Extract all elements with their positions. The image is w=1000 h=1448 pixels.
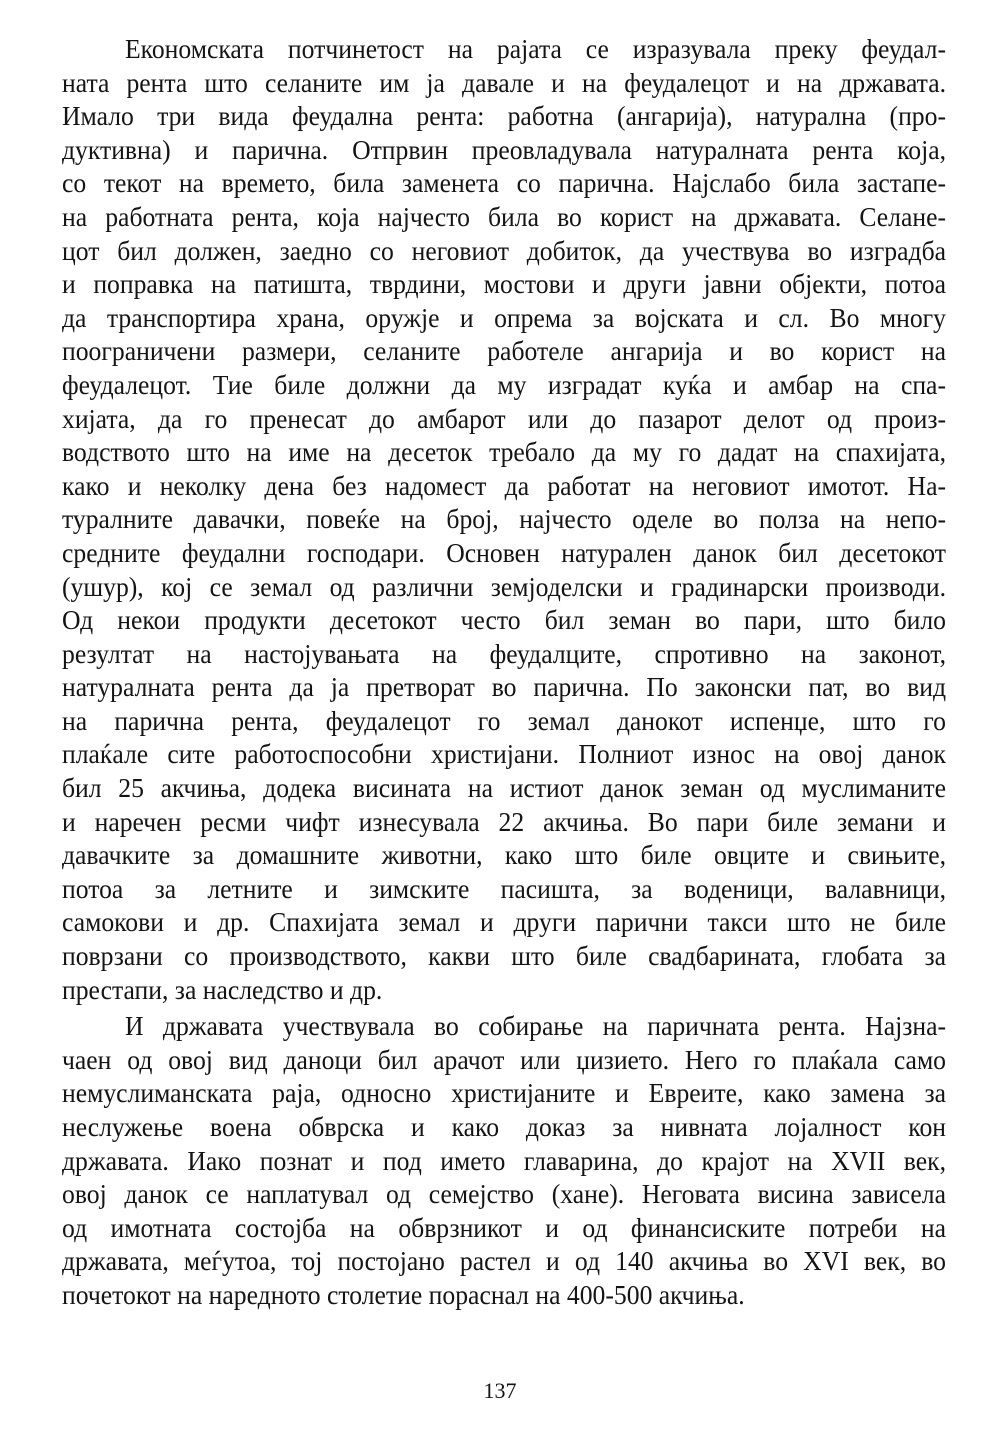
text-line [62, 772, 946, 806]
text-line [62, 369, 946, 403]
text-line-content: почетокот на наредното столетие пораснал на 400-500 акчиња. [62, 1279, 745, 1310]
text-line [62, 671, 946, 705]
text-line [62, 839, 946, 873]
text-line-content: ната рента што селаните им ја давале и на феудалецот и на државата. [62, 67, 946, 98]
text-line [62, 1212, 946, 1246]
text-line-content: Од некои продукти десетокот често бил земан во пари, што било [62, 605, 947, 636]
text-line [62, 1010, 946, 1044]
text-line [62, 33, 946, 67]
text-line [62, 940, 946, 974]
text-line [62, 537, 946, 571]
text-line [62, 1245, 946, 1279]
text-line-content: и поправка на патишта, тврдини, мостови и други јавни објекти, потоа [62, 269, 947, 300]
text-line-content: водството што на име на десеток требало да му го дадат на спахијата, [62, 437, 947, 468]
text-line-content: неслужење воена обврска и како доказ за нивната лојалност кон [62, 1112, 947, 1142]
text-line [62, 403, 946, 437]
text-line [62, 638, 946, 672]
text-line [62, 705, 946, 739]
text-line-content: како и неколку дена без надомест да работат на неговиот имотот. На- [62, 470, 947, 501]
text-line-content: натуралната рента да ја претворат во парична. По законски пат, во вид [62, 672, 947, 703]
text-line [62, 134, 946, 168]
text-line [62, 1145, 946, 1179]
text-line-content: хијата, да го пренесат до амбарот или до пазарот делот од произ- [62, 403, 947, 434]
text-line [62, 1178, 946, 1212]
text-line [62, 604, 946, 638]
text-line-content: со текот на времето, била заменета со парична. Најслабо била застапе- [62, 168, 947, 199]
text-line-content: самокови и др. Спахијата земал и други парични такси што не биле [62, 907, 946, 938]
text-line [62, 503, 946, 537]
text-line-content: престапи, за наследство и др. [62, 974, 383, 1005]
text-line [62, 738, 946, 772]
text-line [62, 235, 946, 269]
text-line-content: средните феудални господари. Основен натурален данок бил десетокот [62, 537, 947, 568]
text-line [62, 1279, 946, 1313]
text-line [62, 1111, 946, 1145]
text-line-content: на работната рента, која најчесто била во корист на државата. Селане- [62, 201, 947, 232]
text-line-content: туралните давачки, повеќе на број, најчесто оделе во полза на непо- [62, 504, 946, 535]
text-line-content: да транспортира храна, оружје и опрема за војската и сл. Во многу [62, 302, 946, 333]
text-line-content: бил 25 акчиња, додека висината на истиот данок земан од муслиманите [62, 773, 947, 804]
text-line-content: од имотната состојба на обврзникот и од финансиските потреби на [62, 1212, 947, 1243]
text-line-content: и наречен ресми чифт изнесувала 22 акчиња. Во пари биле земани и [62, 806, 947, 837]
text-line-content: државата. Иако познат и под името главарина, до крајот на XVII век, [62, 1145, 947, 1176]
text-line [62, 100, 946, 134]
paragraph-2 [62, 1010, 946, 1312]
text-line [62, 268, 946, 302]
text-line-content: резултат на настојувањата на феудалците, спротивно на законот, [62, 638, 947, 669]
text-line-content: цот бил должен, заедно со неговиот добиток, да учествува во изградба [62, 235, 947, 266]
text-line-content: овој данок се наплатувал од семејство (хане). Неговата висина зависела [62, 1179, 947, 1210]
text-line [62, 1077, 946, 1111]
text-line [62, 806, 946, 840]
text-line-content: на парична рента, феудалецот го земал данокот испенџе, што го [62, 705, 947, 736]
text-line-content: Имало три вида феудална рента: работна (ангарија), натурална (про- [62, 101, 947, 132]
text-line-content: чаен од овој вид даноци бил арачот или џизието. Него го плаќала само [62, 1044, 947, 1075]
text-line [62, 974, 946, 1008]
text-line-content: феудалецот. Тие биле должни да му изградат куќа и амбар на спа- [62, 369, 946, 400]
text-line-content: плаќале сите работоспособни христијани. Полниот износ на овој данок [62, 739, 947, 770]
text-line [62, 67, 946, 101]
text-line [62, 201, 946, 235]
page-number: 137 [483, 1378, 517, 1403]
text-line [62, 436, 946, 470]
text-line [62, 302, 946, 336]
text-line-content: немуслиманската раја, односно христијаните и Евреите, како замена за [62, 1078, 946, 1109]
text-line-content: поограничени размери, селаните работеле ангарија и во корист на [62, 336, 947, 367]
text-line-content: (ушур), кој се земал од различни земјоделски и градинарски производи. [62, 571, 947, 602]
text-line [62, 571, 946, 605]
text-line-content: потоа за летните и зимските пасишта, за воденици, валавници, [62, 873, 947, 904]
document-body [62, 33, 946, 1313]
text-line-content: Економската потчинетост на рајата се изразувала преку феудал- [125, 34, 947, 64]
text-line [62, 1044, 946, 1078]
text-line [62, 335, 946, 369]
text-line [62, 470, 946, 504]
paragraph-1 [62, 33, 946, 1007]
text-line-content: поврзани со производството, какви што биле свадбарината, глобата за [62, 941, 947, 972]
text-line-content: дуктивна) и парична. Отпрвин преовладувала натуралната рента која, [62, 134, 947, 165]
text-line-content: И државата учествувала во собирање на паричната рента. Најзна- [125, 1011, 947, 1042]
text-line-content: државата, меѓутоа, тој постојано растел и од 140 акчиња во XVI век, во [62, 1246, 946, 1277]
text-line [62, 906, 946, 940]
text-line [62, 873, 946, 907]
text-line [62, 167, 946, 201]
text-line-content: давачките за домашните животни, како што биле овците и свињите, [62, 840, 947, 871]
